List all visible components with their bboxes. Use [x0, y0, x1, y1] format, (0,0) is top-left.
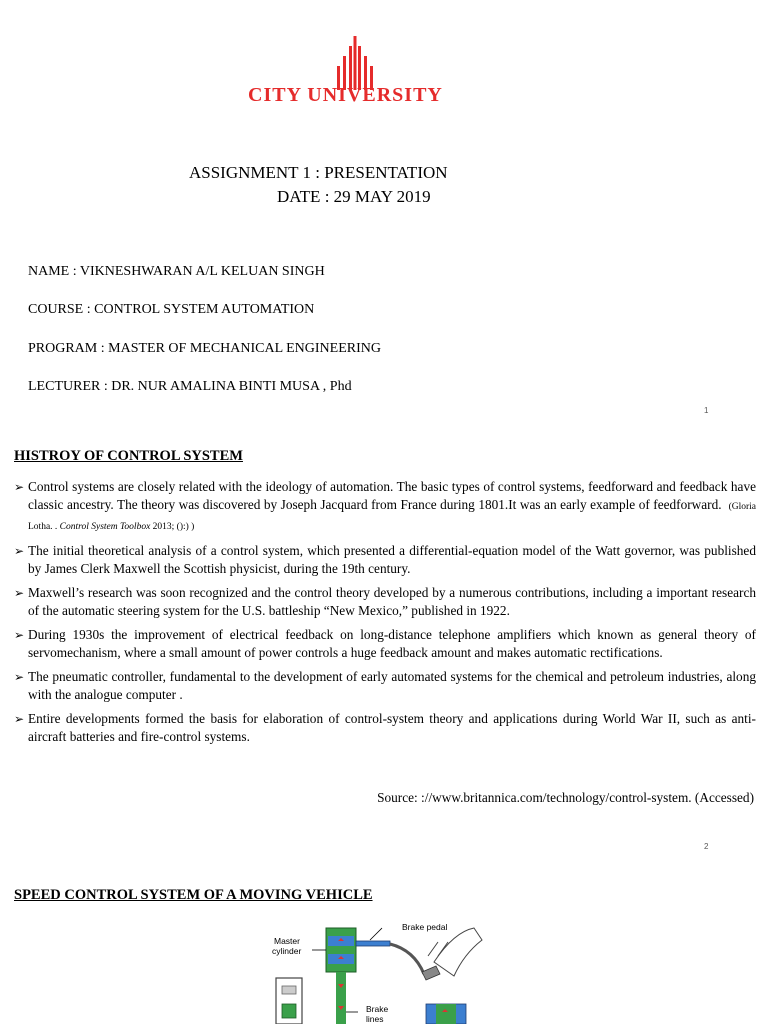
list-item: [14, 478, 756, 536]
brake-system-diagram: [262, 914, 492, 1024]
history-bullet-list: [14, 478, 756, 752]
arrow-bullet-icon: ➢: [14, 544, 25, 558]
brake-lines-label: lines: [366, 1014, 384, 1024]
bullet-text: Entire developments formed the basis for elaboration of control-system theory and applications during World War II, such as anti-aircraft batteries and fire-control systems.: [28, 711, 756, 744]
source-reference: Source: ://www.britannica.com/technology/control-system. (Accessed): [377, 790, 754, 805]
university-logo-text: CITY UNIVERSITY: [248, 84, 443, 106]
list-item: [14, 542, 756, 578]
citation: (Gloria Lotha. . Control System Toolbox 2013; ():) ): [28, 502, 756, 532]
course-name: COURSE : CONTROL SYSTEM AUTOMATION: [28, 302, 315, 317]
list-item: [14, 626, 756, 662]
lecturer-name: LECTURER : DR. NUR AMALINA BINTI MUSA , Phd: [28, 379, 352, 394]
bullet-text: The initial theoretical analysis of a control system, which presented a differential-equation model of the Watt governor, was published by James Clerk Maxwell the Scottish physicist, during the 19th century.: [28, 543, 756, 576]
assignment-title: ASSIGNMENT 1 : PRESENTATION: [189, 163, 448, 182]
bullet-text: Maxwell’s research was soon recognized and the control theory developed by a numerous contributions, including a important research of the automatic steering system for the U.S. battleship “New Mexico,” published in 1922.: [28, 585, 756, 618]
arrow-bullet-icon: ➢: [14, 712, 25, 726]
arrow-bullet-icon: ➢: [14, 480, 25, 494]
assignment-date: DATE : 29 MAY 2019: [277, 187, 431, 206]
master-cylinder-label: cylinder: [272, 946, 302, 956]
arrow-bullet-icon: ➢: [14, 628, 25, 642]
university-logo-icon: [335, 36, 375, 90]
brake-pedal-label: Brake pedal: [402, 922, 448, 932]
page-number: 2: [704, 842, 709, 851]
brake-lines-label: Brake: [366, 1004, 389, 1014]
arrow-bullet-icon: ➢: [14, 586, 25, 600]
list-item: [14, 710, 756, 746]
program-name: PROGRAM : MASTER OF MECHANICAL ENGINEERING: [28, 341, 381, 356]
list-item: [14, 584, 756, 620]
bullet-text: During 1930s the improvement of electrical feedback on long-distance telephone amplifiers which known as general theory of servomechanism, where a small amount of power controls a huge feedback amount and makes automatic rectifications.: [28, 627, 756, 660]
page-number: 1: [704, 406, 709, 415]
history-heading: HISTROY OF CONTROL SYSTEM: [14, 448, 243, 464]
speed-control-heading: SPEED CONTROL SYSTEM OF A MOVING VEHICLE: [14, 887, 373, 903]
arrow-bullet-icon: ➢: [14, 670, 25, 684]
bullet-text: The pneumatic controller, fundamental to the development of early automated systems for the chemical and petroleum industries, along with the analogue computer .: [28, 669, 756, 702]
list-item: [14, 668, 756, 704]
master-cylinder-label: Master: [274, 936, 300, 946]
student-name: NAME : VIKNESHWARAN A/L KELUAN SINGH: [28, 264, 325, 279]
bullet-text: Control systems are closely related with the ideology of automation. The basic types of control systems, feedforward and feedback have classic ancestry. The theory was discovered by Joseph Jacquard from France during 1801.It was an early example of feedforward.: [28, 479, 756, 512]
